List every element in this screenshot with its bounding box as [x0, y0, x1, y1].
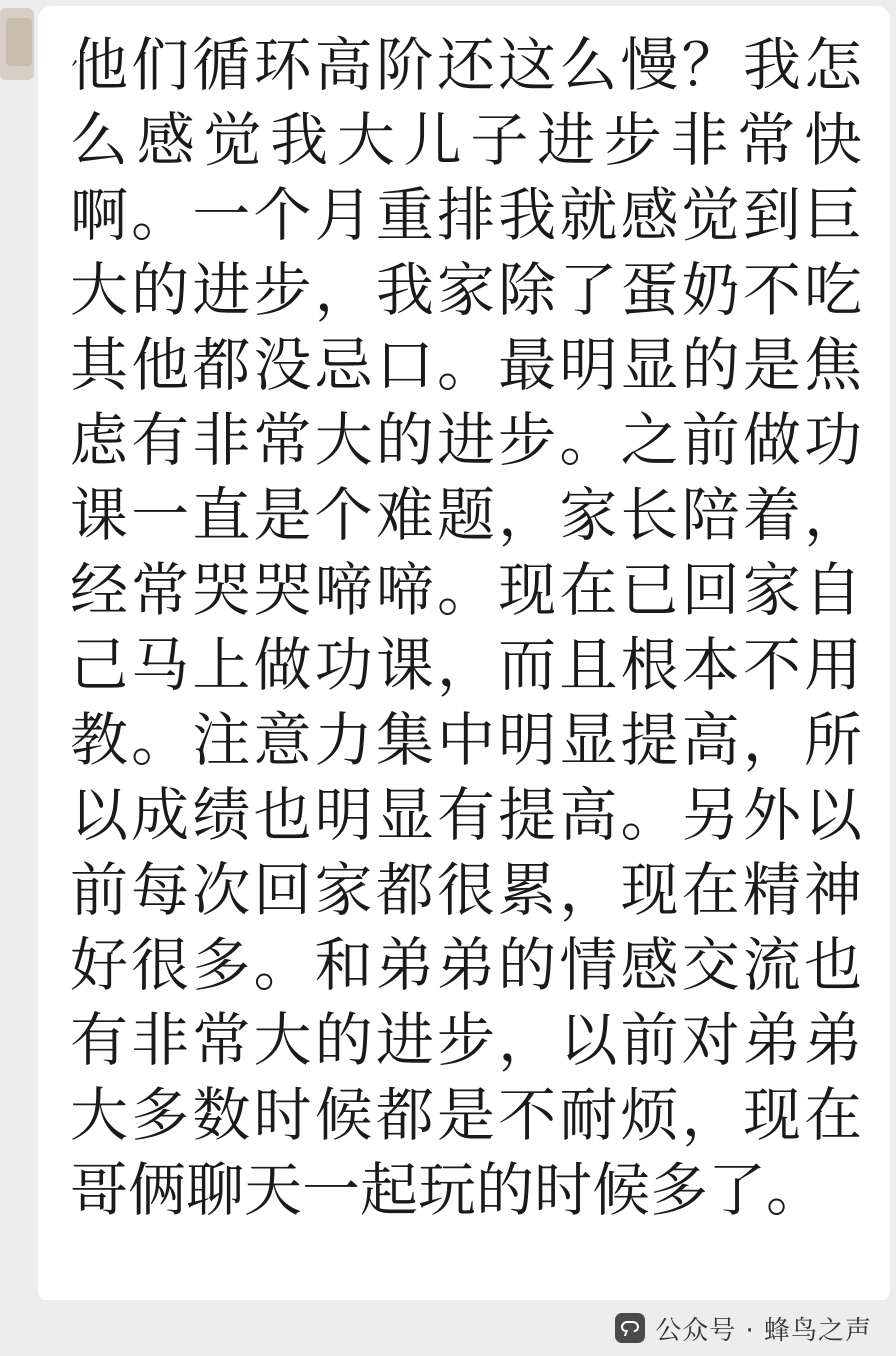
- bubble-tail-icon: [68, 42, 80, 64]
- watermark-group: [615, 1310, 872, 1347]
- message-text: 他们循环高阶还这么慢？我怎么感觉我大儿子进步非常快啊。一个月重排我就感觉到巨大的进步，我家除了蛋奶不吃其他都没忌口。最明显的是焦虑有非常大的进步。之前做功课一直是个难题，家长陪着，经常哭哭啼啼。现在已回家自己马上做功课，而且根本不用教。注意力集中明显提高，所以成绩也明显有提高。另外以前每次回家都很累，现在精神好很多。和弟弟的情感交流也有非常大的进步，以前对弟弟大多数时候都是不耐烦，现在哥俩聊天一起玩的时候多了。: [70, 31, 862, 1224]
- footer-watermark: [0, 1300, 896, 1356]
- avatar-image: [6, 18, 32, 66]
- wechat-official-account-icon: [615, 1313, 645, 1343]
- avatar[interactable]: [0, 8, 34, 80]
- watermark-label: 公众号 · 蜂鸟之声: [655, 1315, 872, 1346]
- message-bubble[interactable]: [38, 6, 890, 1304]
